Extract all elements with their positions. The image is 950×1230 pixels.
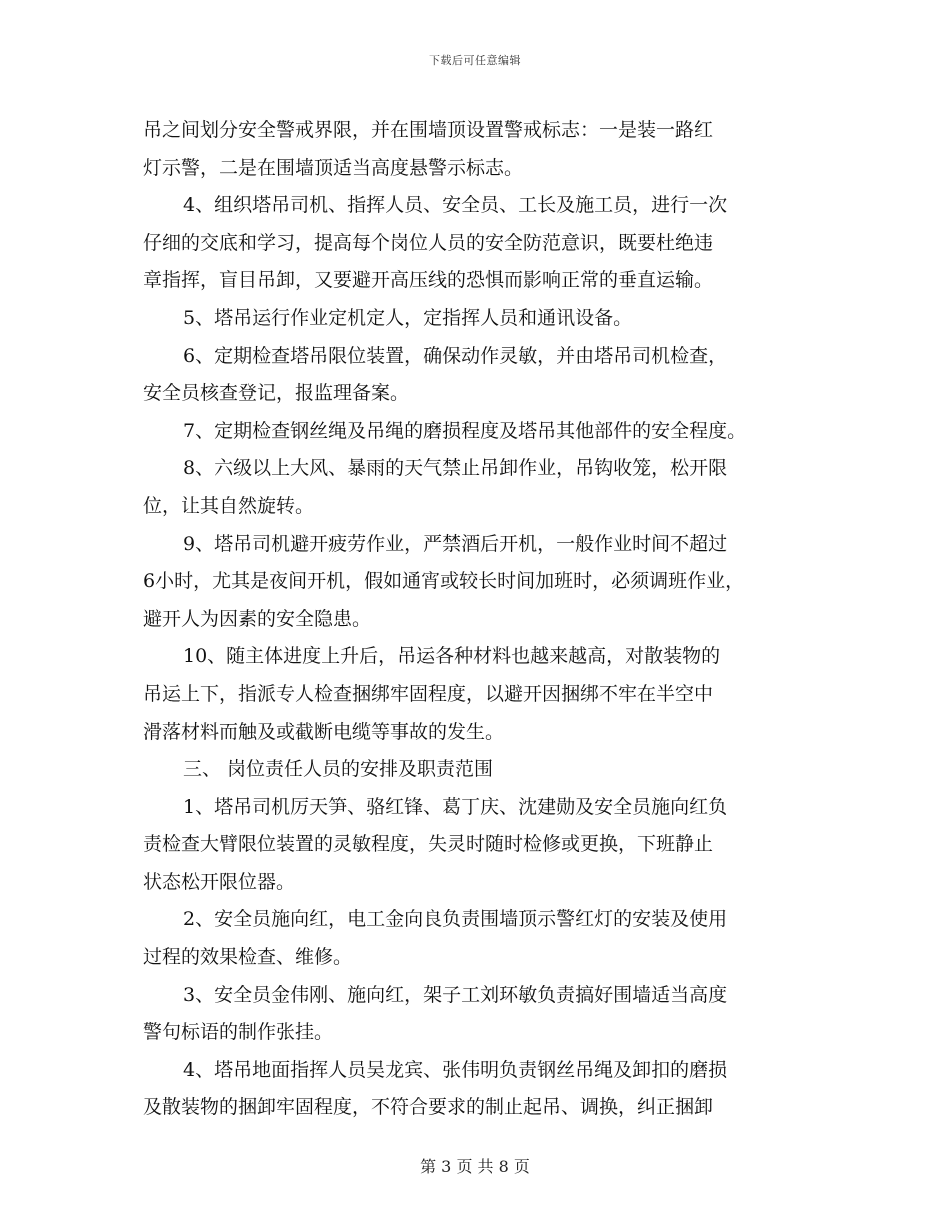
text-line: 状态松开限位器。 — [143, 870, 296, 893]
text-line: 灯示警，二是在围墙顶适当高度悬警示标志。 — [143, 156, 524, 179]
text-line: 避开人为因素的安全隐患。 — [143, 607, 372, 630]
page-footer: 第 3 页 共 8 页 — [420, 1157, 530, 1176]
text-line: 过程的效果检查、维修。 — [143, 946, 353, 969]
text-line: 警句标语的制作张挂。 — [143, 1021, 334, 1044]
text-line: 2、安全员施向红，电工金向良负责围墙顶示警红灯的安装及使用 — [183, 908, 728, 931]
text-line: 及散装物的捆卸牢固程度，不符合要求的制止起吊、调换，纠正捆卸 — [143, 1096, 714, 1119]
page-header: 下载后可任意编辑 — [429, 54, 521, 67]
text-line: 责检查大臂限位装置的灵敏程度，失灵时随时检修或更换，下班静止 — [143, 833, 714, 856]
text-line: 10、随主体进度上升后，吊运各种材料也越来越高，对散装物的 — [183, 645, 721, 668]
text-line: 9、塔吊司机避开疲劳作业，严禁酒后开机，一般作业时间不超过 — [183, 532, 728, 555]
text-line: 1、塔吊司机厉天笋、骆红锋、葛丁庆、沈建勋及安全员施向红负 — [183, 795, 728, 818]
text-line: 5、塔吊运行作业定机定人，定指挥人员和通讯设备。 — [183, 306, 633, 329]
text-line: 6小时，尤其是夜间开机，假如通宵或较长时间加班时，必须调班作业， — [143, 570, 745, 593]
text-line: 7、定期检查钢丝绳及吊绳的磨损程度及塔吊其他部件的安全程度。 — [183, 419, 747, 442]
text-line: 仔细的交底和学习，提高每个岗位人员的安全防范意识，既要杜绝违 — [143, 231, 714, 254]
text-line: 8、六级以上大风、暴雨的天气禁止吊卸作业，吊钩收笼，松开限 — [183, 457, 728, 480]
text-line: 安全员核查登记，报监理备案。 — [143, 382, 410, 405]
text-line: 6、定期检查塔吊限位装置，确保动作灵敏，并由塔吊司机检查， — [183, 344, 728, 367]
text-line: 三、 岗位责任人员的安排及职责范围 — [183, 758, 494, 781]
text-line: 吊之间划分安全警戒界限，并在围墙顶设置警戒标志：一是装一路红 — [143, 119, 714, 141]
text-line: 滑落材料而触及或截断电缆等事故的发生。 — [143, 720, 505, 743]
text-line: 章指挥，盲目吊卸，又要避开高压线的恐惧而影响正常的垂直运输。 — [143, 269, 714, 292]
text-line: 吊运上下，指派专人检查捆绑牢固程度，以避开因捆绑不牢在半空中 — [143, 682, 714, 705]
text-line: 位，让其自然旋转。 — [143, 494, 315, 517]
text-line: 4、塔吊地面指挥人员吴龙宾、张伟明负责钢丝吊绳及卸扣的磨损 — [183, 1058, 728, 1081]
text-line: 3、安全员金伟刚、施向红，架子工刘环敏负责搞好围墙适当高度 — [183, 983, 728, 1006]
text-line: 4、组织塔吊司机、指挥人员、安全员、工长及施工员，进行一次 — [183, 194, 728, 217]
document-body — [143, 112, 823, 1127]
